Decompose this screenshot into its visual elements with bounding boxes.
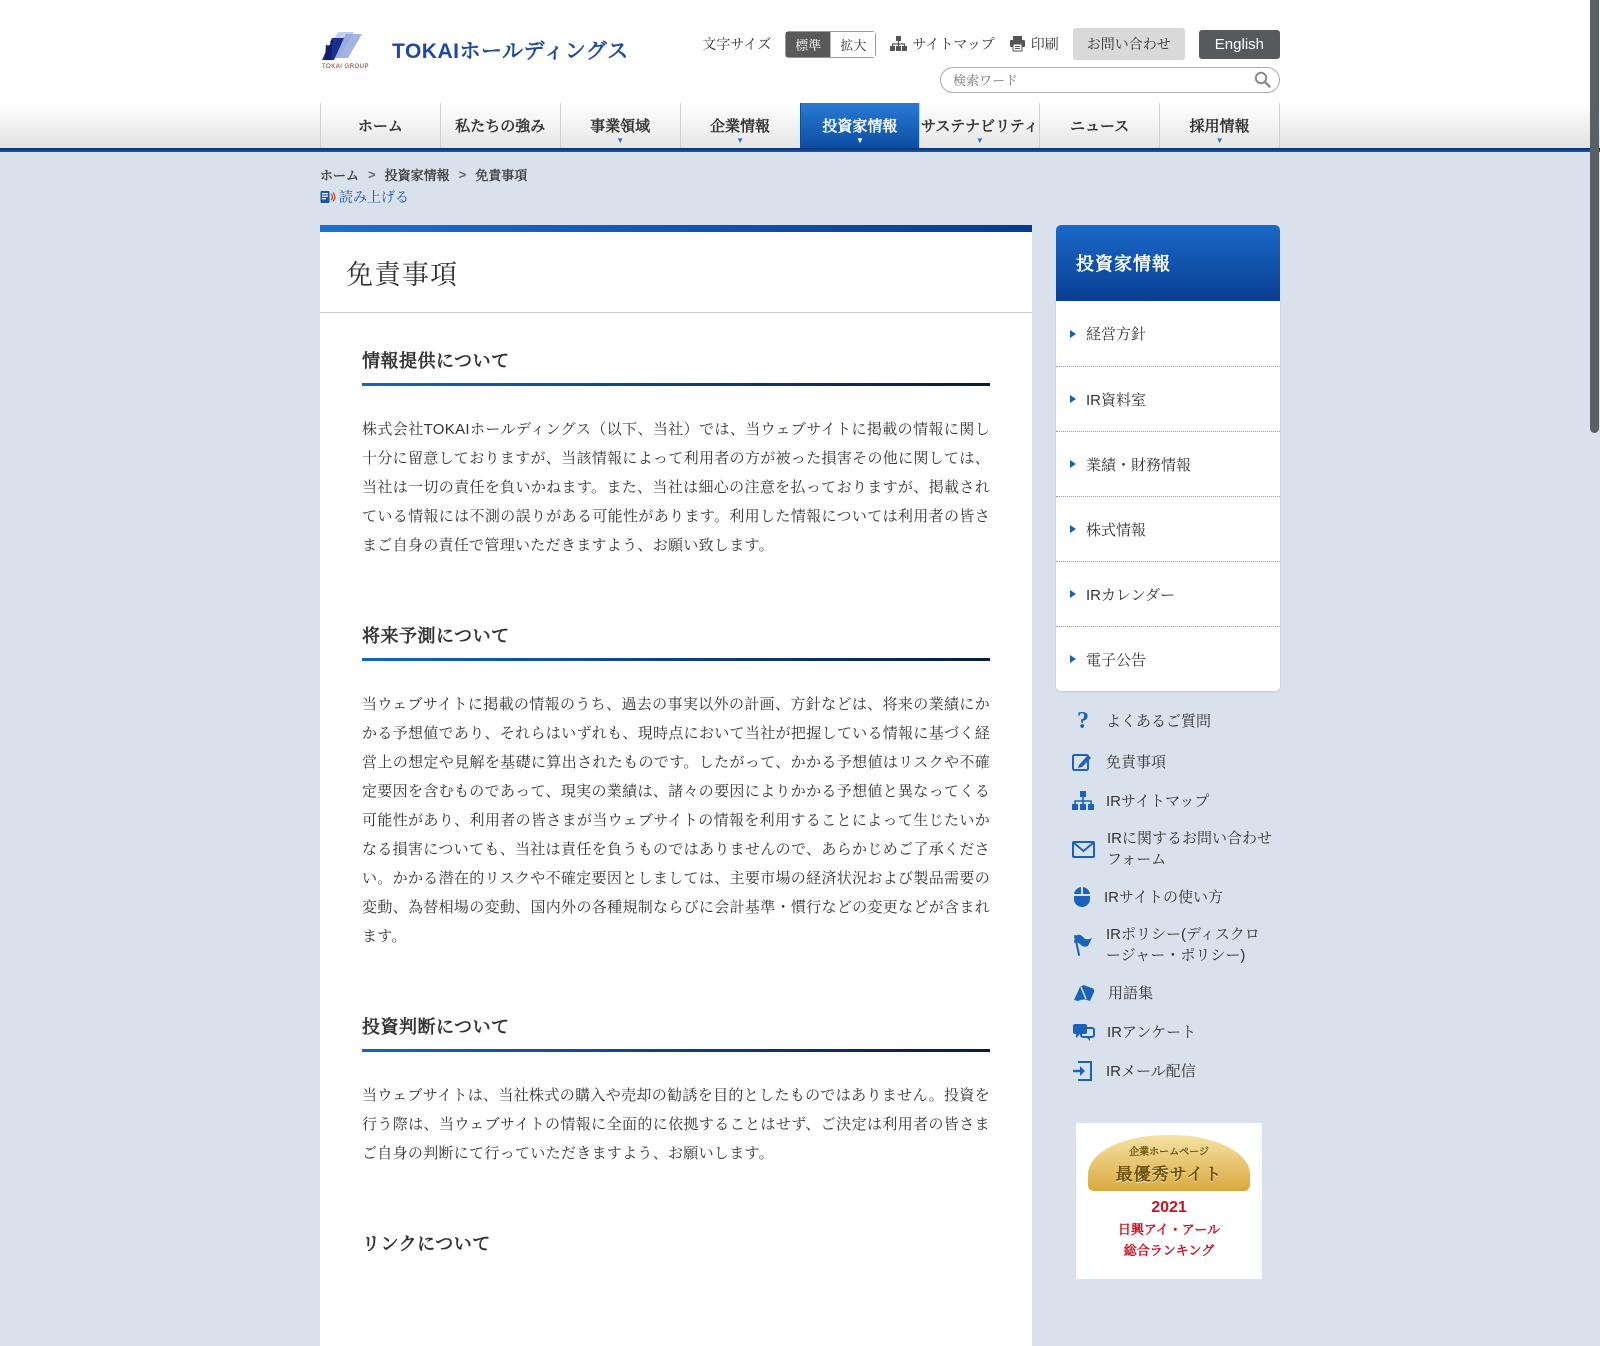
section-body: 株式会社TOKAIホールディングス（以下、当社）では、当ウェブサイトに掲載の情報に関し十分に留意しておりますが、当該情報によって利用者の方が被った損害その他に関しては、当社は一切の責任を負いかねます。また、当社は細心の注意を払っておりますが、掲載されている情報には不測の誤りがある可能性があります。利用した情報については利用者の皆さまご自身の責任で管理いただきますよう、お願い致します。 xyxy=(362,421,990,554)
font-size-label: 文字サイズ xyxy=(702,36,772,52)
award-banner[interactable] xyxy=(1076,1123,1262,1279)
read-aloud-label: 読み上げる xyxy=(339,189,409,205)
award-ribbon xyxy=(1088,1135,1250,1191)
nav-tab-corporate[interactable] xyxy=(680,103,800,148)
nav-tab-label: 事業領域 xyxy=(590,118,651,135)
logo-mark-icon xyxy=(320,30,382,70)
link-label: IRポリシー(ディスクロージャー・ポリシー) xyxy=(1106,926,1260,964)
section-information xyxy=(362,347,990,560)
section-forecast xyxy=(362,622,990,951)
section-body: 当ウェブサイトは、当社株式の購入や売却の勧誘を目的としたものではありません。投資を行う際は、当ウェブサイトの情報に全面的に依拠することはせず、ご決定は利用者の皆さまご自身の判断にて行っていただきますよう、お願いします。 xyxy=(362,1087,990,1162)
main-content xyxy=(320,225,1032,1346)
sidebar-links xyxy=(1056,708,1280,1083)
read-aloud-icon xyxy=(320,190,335,204)
english-button[interactable]: English xyxy=(1199,30,1280,59)
sidebar-item-ir-calendar[interactable] xyxy=(1056,561,1280,626)
page-title: 免責事項 xyxy=(320,232,1032,313)
link-ir-mail[interactable] xyxy=(1072,1059,1280,1083)
search-box xyxy=(940,67,1280,93)
breadcrumb-separator: > xyxy=(368,167,376,182)
sidebar xyxy=(1056,225,1280,1279)
flag-icon xyxy=(1072,934,1094,956)
sidebar-menu xyxy=(1056,301,1280,691)
logo-subtext: TOKAI GROUP xyxy=(322,64,370,70)
link-disclaimer[interactable] xyxy=(1072,750,1280,774)
link-faq[interactable] xyxy=(1072,708,1280,735)
link-label: 免責事項 xyxy=(1106,753,1167,771)
scrollbar-thumb[interactable] xyxy=(1590,0,1599,433)
link-label: 用語集 xyxy=(1108,984,1154,1002)
breadcrumb-current: 免責事項 xyxy=(475,168,528,183)
nav-tab-investors[interactable] xyxy=(800,103,920,148)
section-heading: 情報提供について xyxy=(362,351,510,371)
print-label: 印刷 xyxy=(1030,36,1059,52)
read-aloud-link[interactable] xyxy=(320,187,409,207)
card-top-accent xyxy=(320,225,1032,232)
chevron-down-icon: ▼ xyxy=(616,136,625,145)
sitemap-link[interactable] xyxy=(890,34,994,54)
link-glossary[interactable] xyxy=(1072,981,1280,1005)
print-icon xyxy=(1009,36,1026,52)
section-heading: 将来予測について xyxy=(362,626,510,646)
mouse-icon xyxy=(1072,886,1092,908)
nav-tab-label: 私たちの強み xyxy=(455,118,546,135)
section-underline xyxy=(362,658,990,661)
award-line1: 企業ホームページ xyxy=(1129,1147,1209,1158)
sidebar-item-label: 経営方針 xyxy=(1086,326,1147,343)
sidebar-item-label: IRカレンダー xyxy=(1086,586,1176,604)
nav-tab-label: ニュース xyxy=(1070,118,1130,135)
chevron-down-icon: ▼ xyxy=(975,136,984,145)
print-link[interactable] xyxy=(1009,34,1059,54)
book-icon xyxy=(1072,984,1096,1003)
breadcrumb-home[interactable]: ホーム xyxy=(320,168,360,183)
link-ir-sitemap[interactable] xyxy=(1072,789,1280,813)
sidebar-item-financials[interactable] xyxy=(1056,431,1280,496)
link-label: IRサイトマップ xyxy=(1106,792,1210,810)
section-heading: 投資判断について xyxy=(362,1017,510,1037)
sitemap-label: サイトマップ xyxy=(912,36,995,52)
nav-tab-strengths[interactable] xyxy=(440,103,560,148)
arrow-right-icon xyxy=(1070,460,1076,468)
search-icon[interactable] xyxy=(1254,71,1271,93)
award-rank: 総合ランキング xyxy=(1123,1243,1215,1258)
logo[interactable] xyxy=(320,30,629,70)
question-icon: ? xyxy=(1077,708,1089,734)
chevron-down-icon: ▼ xyxy=(855,136,864,145)
link-ir-survey[interactable] xyxy=(1072,1020,1280,1044)
award-line2: 最優秀サイト xyxy=(1115,1165,1223,1184)
link-ir-site-guide[interactable] xyxy=(1072,885,1280,909)
sidebar-item-label: 電子公告 xyxy=(1086,651,1147,669)
sidebar-item-stock-info[interactable] xyxy=(1056,496,1280,561)
award-year: 2021 xyxy=(1151,1199,1187,1216)
section-underline xyxy=(362,383,990,386)
edit-icon xyxy=(1072,751,1094,773)
sidebar-item-label: 株式情報 xyxy=(1086,521,1147,539)
chat-icon xyxy=(1072,1023,1095,1042)
link-label: IRアンケート xyxy=(1107,1023,1197,1041)
link-label: IRメール配信 xyxy=(1106,1062,1196,1080)
chevron-down-icon: ▼ xyxy=(736,136,745,145)
chevron-down-icon: ▼ xyxy=(1215,136,1224,145)
contact-button[interactable]: お問い合わせ xyxy=(1073,28,1185,60)
nav-tab-label: 採用情報 xyxy=(1189,118,1250,135)
arrow-right-icon xyxy=(1070,525,1076,533)
breadcrumb-separator: > xyxy=(458,167,467,182)
sidebar-item-management-policy[interactable] xyxy=(1056,301,1280,366)
nav-tab-label: サステナビリティ xyxy=(921,118,1039,135)
section-investment xyxy=(362,1013,990,1168)
search-input[interactable] xyxy=(940,67,1280,93)
breadcrumb-investors[interactable]: 投資家情報 xyxy=(384,168,450,183)
link-ir-policy[interactable] xyxy=(1072,924,1280,966)
section-links xyxy=(362,1230,990,1266)
sidebar-item-ir-library[interactable] xyxy=(1056,366,1280,431)
arrow-right-icon xyxy=(1070,330,1076,338)
mail-icon xyxy=(1072,841,1095,858)
sidebar-item-label: IR資料室 xyxy=(1086,391,1147,409)
nav-tab-label: 企業情報 xyxy=(710,118,771,135)
font-size-large-button[interactable]: 拡大 xyxy=(830,32,875,57)
sitemap-icon xyxy=(1072,791,1094,811)
global-nav xyxy=(0,103,1600,148)
nav-tab-label: ホーム xyxy=(357,118,403,135)
font-size-switcher xyxy=(785,31,876,58)
sitemap-icon xyxy=(890,36,907,52)
link-label: IRに関するお問い合わせフォーム xyxy=(1107,830,1273,868)
link-label: IRサイトの使い方 xyxy=(1104,888,1223,906)
sidebar-title[interactable]: 投資家情報 xyxy=(1056,225,1280,301)
link-label: よくあるご質問 xyxy=(1106,713,1212,730)
sidebar-item-electronic-notice[interactable] xyxy=(1056,626,1280,691)
nav-tab-news[interactable] xyxy=(1039,103,1159,148)
sidebar-item-label: 業績・財務情報 xyxy=(1086,456,1192,474)
nav-tab-recruit[interactable] xyxy=(1159,103,1280,148)
section-underline xyxy=(362,1049,990,1052)
site-header xyxy=(0,0,1600,103)
mail-delivery-icon xyxy=(1072,1061,1094,1081)
award-name: 日興アイ・アール xyxy=(1117,1222,1221,1237)
arrow-right-icon xyxy=(1070,395,1076,403)
section-heading: リンクについて xyxy=(362,1234,491,1254)
arrow-right-icon xyxy=(1070,655,1076,663)
nav-tab-label: 投資家情報 xyxy=(822,118,898,135)
header-utilities xyxy=(702,28,1280,60)
logo-text: TOKAIホールディングス xyxy=(392,40,629,63)
nav-tab-business[interactable] xyxy=(560,103,680,148)
font-size-standard-button[interactable]: 標準 xyxy=(786,32,830,57)
breadcrumb xyxy=(320,165,1280,184)
nav-tab-home[interactable] xyxy=(320,103,440,148)
nav-tab-sustainability[interactable] xyxy=(919,103,1039,148)
arrow-right-icon xyxy=(1070,590,1076,598)
section-body: 当ウェブサイトに掲載の情報のうち、過去の事実以外の計画、方針などは、将来の業績にかかる予想値であり、それらはいずれも、現時点において当社が把握している情報に基づく経営上の想定や見解を基礎に算出されたものです。したがって、かかる予想値はリスクや不確定要因を含むものであって、現実の業績は、諸々の要因によりかかる予想値と異なってくる可能性があり、利用者の皆さまが当ウェブサイトの情報を利用することによって生じたいかなる損害についても、当社は責任を負うものではありませんので、あらかじめご了承ください。かかる潜在的リスクや不確定要因としましては、主要市場の経済状況および製品需要の変動、為替相場の変動、国内外の各種規制ならびに会計基準・慣行などの変更などが含まれます。 xyxy=(362,696,990,945)
link-ir-contact-form[interactable] xyxy=(1072,828,1280,870)
